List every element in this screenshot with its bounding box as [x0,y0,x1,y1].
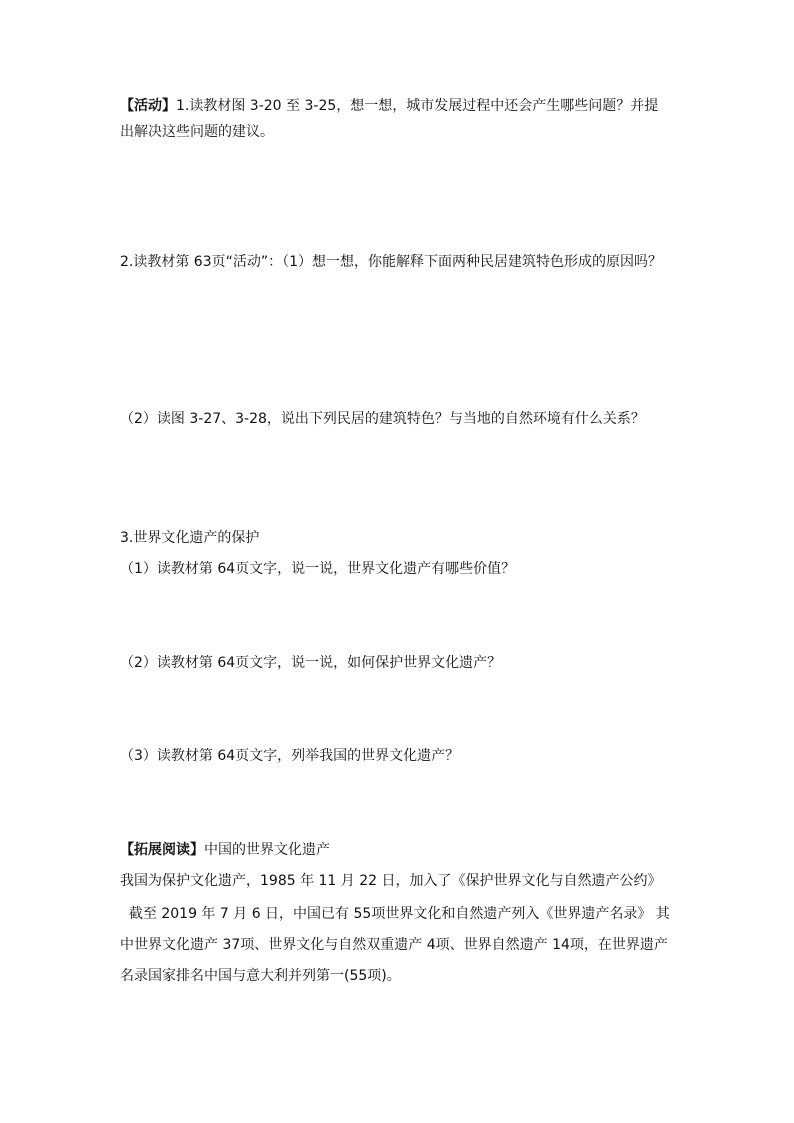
reading-title: 中国的世界文化遗产 [204,842,330,858]
activity-question-3-part-1: （1）读教材第 64页文字，说一说，世界文化遗产有哪些价值？ [120,561,516,577]
activity-question-1-text: 1.读教材图 3-20 至 3-25，想一想，城市发展过程中还会产生哪些问题？并提出解决这些问题的建议。 [120,98,659,140]
reading-line-2: 截至 2019 年 7 月 6 日，中国已有 55项世界文化和自然遗产列入《世界遗产名录》 其中世界文化遗产 37项、世界文化与自然双重遗产 4项、世界自然遗产 14项，在世界遗产名录国家排名中国与意大利并列第一(55项)。 [120,906,670,984]
activity-question-3-title: 3.世界文化遗产的保护 [120,530,260,546]
activity-question-2-part-2: （2）读图 3-27、3-28，说出下列民居的建筑特色？与当地的自然环境有什么关系？ [120,411,645,427]
activity-label: 【活动】 [120,98,176,114]
activity-question-3-part-2: （2）读教材第 64页文字，说一说，如何保护世界文化遗产？ [120,655,502,671]
reading-heading [120,837,672,863]
reading-label: 【拓展阅读】 [120,842,204,858]
activity-question-3-part-3: （3）读教材第 64页文字，列举我国的世界文化遗产？ [120,748,460,764]
activity-question-1 [120,93,672,145]
activity-question-2: 2.读教材第 63页“活动”：（1）想一想，你能解释下面两种民居建筑特色形成的原因吗？ [120,254,663,270]
reading-line-1: 我国为保护文化遗产，1985 年 11 月 22 日，加入了《保护世界文化与自然遗产公约》 [120,873,662,889]
